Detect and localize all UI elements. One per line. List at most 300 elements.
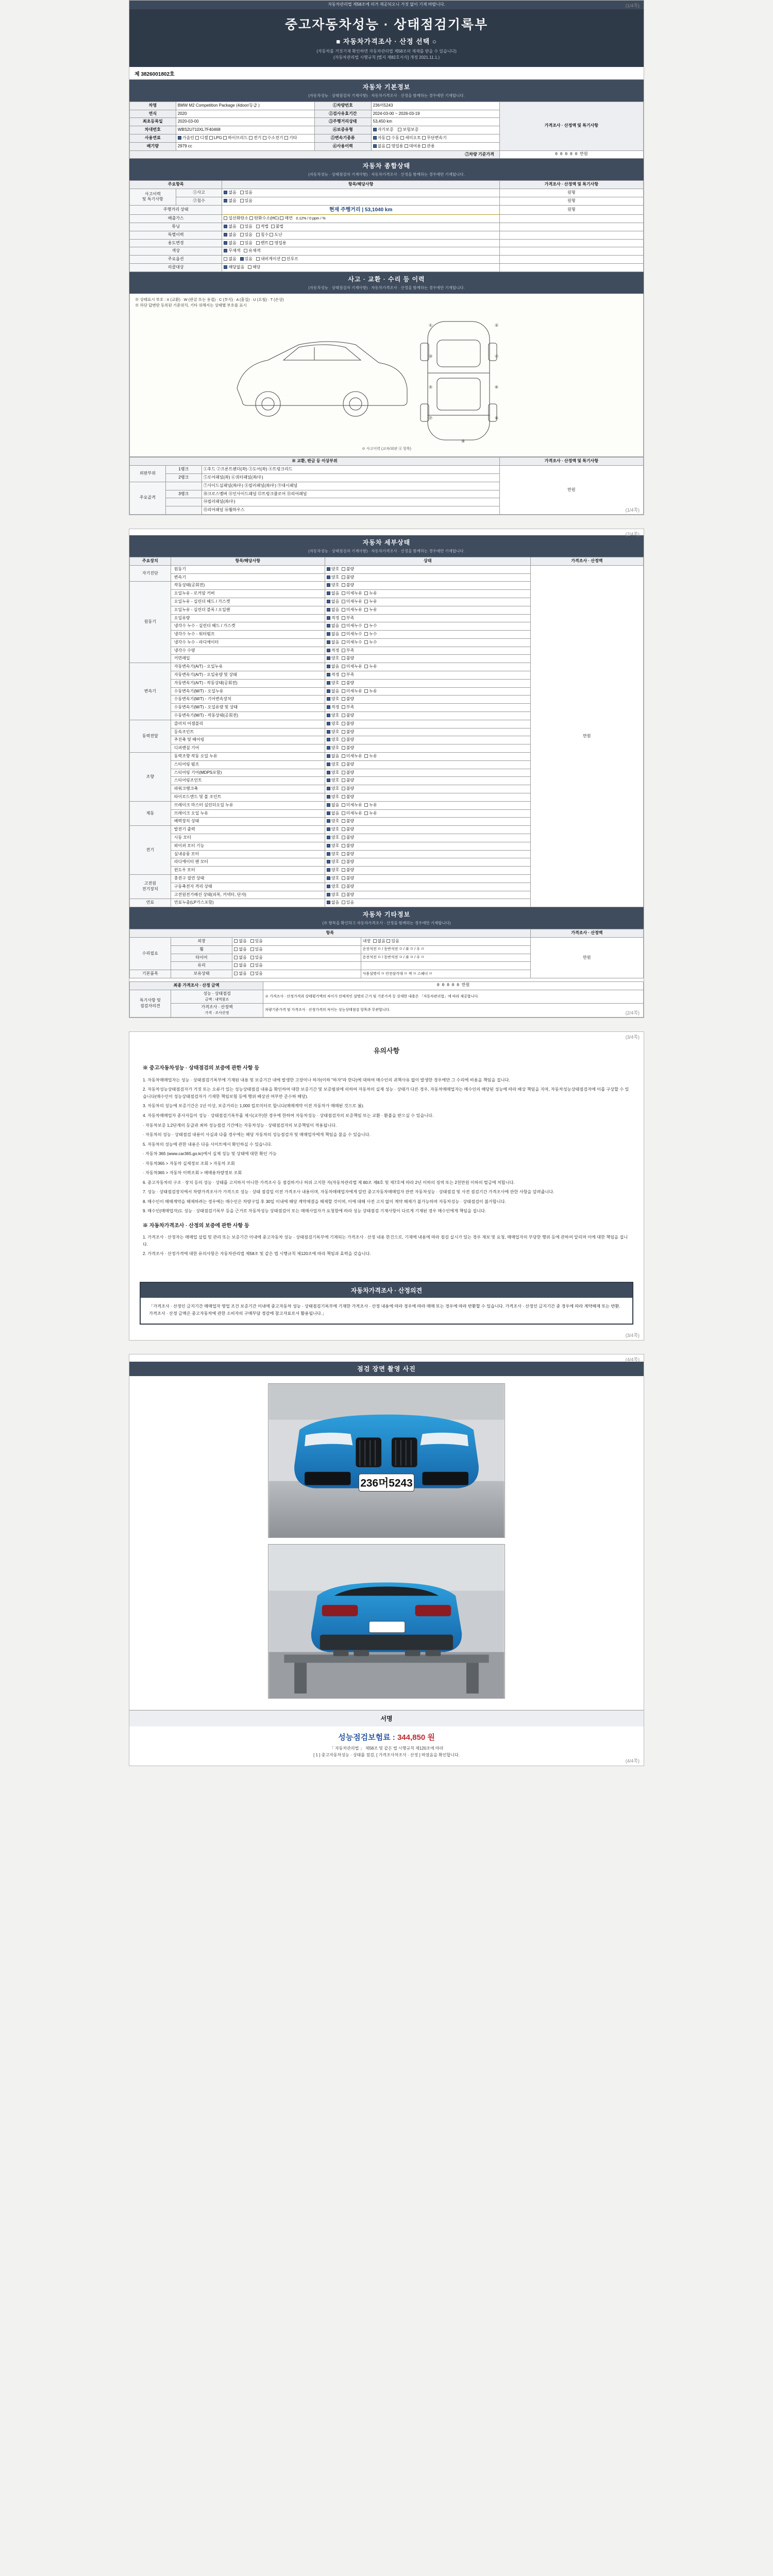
other-item-glass: 유리	[171, 962, 232, 970]
fuel-option-etc[interactable]: 기타	[284, 135, 297, 140]
detail-option-미세누수[interactable]: 미세누수	[342, 632, 362, 636]
detail-option-불량[interactable]: 불량	[342, 737, 354, 742]
accident-diagram-area	[129, 294, 644, 457]
recall-yes[interactable]: 해당	[248, 265, 260, 269]
emission-values: 0.12% / 0 ppm / %	[296, 217, 326, 221]
detail-option-불량[interactable]: 불량	[342, 583, 354, 587]
detail-option-불량[interactable]: 불량	[342, 656, 354, 660]
detail-item-label: 오일누유 - 로커암 커버	[171, 590, 325, 598]
document-number: 제 3826001802호	[129, 67, 644, 80]
accident-rank-text-0: ①후드 ②프론트펜더(좌) ③도어(좌) ④트렁크리드	[201, 466, 499, 474]
detail-item-label: 냉각수 누수 - 라디에이터	[171, 638, 325, 647]
overall-right-7	[499, 247, 643, 256]
accident-outer-title: 외판부위	[130, 466, 166, 482]
price-left-label	[171, 990, 263, 1004]
detail-option-양호[interactable]: 양호	[327, 876, 339, 880]
detail-item-label: 시동 모터	[171, 834, 325, 842]
document-note-1: (자동차를 거짓기재 확인하면 자동차관리법 제58조의 제재를 받을 수 있습니다)	[316, 48, 457, 54]
detail-option-양호[interactable]: 양호	[327, 697, 339, 701]
detail-option-양호[interactable]: 양호	[327, 778, 339, 783]
trans-option-auto[interactable]: 자동	[373, 135, 385, 140]
accident-rank-4	[165, 498, 201, 506]
detail-option-불량[interactable]: 불량	[342, 713, 354, 718]
detail-option-불량[interactable]: 불량	[342, 730, 354, 734]
warranty-option-self[interactable]: 자가보증	[373, 127, 394, 132]
basic-label2-2: ③주행거리상태	[314, 118, 371, 126]
page-number-bottom-1: (1/4쪽)	[625, 507, 640, 513]
detail-option-불량[interactable]: 불량	[342, 859, 354, 864]
detail-option-불량[interactable]: 불량	[342, 852, 354, 856]
detail-option-미세누유[interactable]: 미세누유	[342, 689, 362, 693]
detail-option-누유[interactable]: 누유	[364, 599, 377, 604]
detail-option-양호[interactable]: 양호	[327, 843, 339, 848]
color-chromatic[interactable]: 유채색	[244, 248, 260, 253]
detail-option-누유[interactable]: 누유	[364, 811, 377, 816]
page-number-bottom-2: (2/4쪽)	[625, 1010, 640, 1015]
detail-option-양호[interactable]: 양호	[327, 827, 339, 832]
trans-option-semiauto[interactable]: 세미오토	[400, 135, 421, 140]
page-4	[129, 1354, 644, 1767]
tuning-yes[interactable]: 있음	[240, 224, 253, 229]
detail-option-적정[interactable]: 적정	[327, 648, 339, 653]
detail-item-options	[325, 760, 530, 769]
detail-option-양호[interactable]: 양호	[327, 859, 339, 864]
basic-value2-5	[371, 142, 499, 150]
overall-label-emission: 배출가스	[130, 215, 222, 223]
accident-right-value: 만원	[499, 466, 643, 515]
detail-option-누유[interactable]: 누유	[364, 664, 377, 669]
usechange-yes[interactable]: 있음	[240, 241, 253, 245]
detail-item-options	[325, 777, 530, 785]
detail-option-양호[interactable]: 양호	[327, 575, 339, 580]
mainopt-navi[interactable]: 내비게이션	[256, 257, 281, 261]
usage-option-none[interactable]: 없음	[373, 144, 385, 148]
detail-option-불량[interactable]: 불량	[342, 575, 354, 580]
detail-head-1: 주요장치	[130, 557, 171, 565]
detail-item-label: 커먼레일	[171, 655, 325, 663]
detail-item-options	[325, 606, 530, 614]
page-3	[129, 1031, 644, 1341]
basic-value2-3	[371, 126, 499, 134]
recall-na[interactable]: 해당없음	[224, 265, 244, 269]
detail-option-누유[interactable]: 누유	[364, 689, 377, 693]
detail-option-양호[interactable]: 양호	[327, 884, 339, 889]
detail-option-양호[interactable]: 양호	[327, 794, 339, 799]
detail-option-없음[interactable]: 없음	[327, 632, 339, 636]
accident-rank-0: 1랭크	[165, 466, 201, 474]
other-item-tire: 타이어	[171, 954, 232, 962]
tire-yes[interactable]: 있음	[250, 955, 263, 960]
accident-rank-3: 3랭크	[165, 490, 201, 498]
section-accident-header	[129, 272, 644, 294]
basic-label2-0: ①차량번호	[314, 101, 371, 110]
detail-item-label: 냉각수 누수 - 워터펌프	[171, 631, 325, 639]
svg-text:②: ②	[495, 323, 499, 328]
detail-option-누수[interactable]: 누수	[364, 640, 377, 645]
accident-parts-table	[129, 457, 644, 515]
section-basic-info-subtitle: (자동차성능 · 상태점검자 기재사항) · 자동차가격조사 · 산정을 함께하는 경우에만 기재합니다.	[308, 93, 465, 98]
fuel-option-electric[interactable]: 전기	[249, 135, 261, 140]
page-number-2: (2/4쪽)	[625, 531, 640, 537]
detail-item-options	[325, 598, 530, 606]
overall-right-8	[499, 256, 643, 264]
final-price-amount: 0 0 0 0 0 만원	[263, 981, 644, 990]
front-plate-text: 236머5243	[360, 1477, 413, 1489]
detail-option-불량[interactable]: 불량	[342, 770, 354, 775]
notice-item-16: 2. 가격조사 · 산정가격에 대한 유의사항은 자동차관리법 제58조 및 같은 법 시행규칙 제120조에 따라 책임과 효력을 갖습니다.	[143, 1251, 371, 1257]
overall-options-1	[222, 197, 499, 205]
flood-none[interactable]: 없음	[224, 198, 236, 203]
basicitem-yes[interactable]: 있음	[250, 971, 263, 976]
overall-label-tuning: 튜닝	[130, 223, 222, 231]
detail-item-label: 수동변속기(M/T) - 작동상태(공회전)	[171, 712, 325, 720]
fuel-option-diesel[interactable]: 디젤	[195, 135, 208, 140]
detail-option-불량[interactable]: 불량	[342, 567, 354, 571]
other-head-3: 가격조사 · 산정액	[530, 929, 643, 938]
detail-option-불량[interactable]: 불량	[342, 868, 354, 872]
tuning-illegal[interactable]: 불법	[271, 224, 283, 229]
detail-item-options	[325, 793, 530, 802]
accident-yes[interactable]: 있음	[240, 190, 253, 195]
section-other-title: 자동차 기타정보	[362, 911, 411, 919]
accident-right-header: 가격조사 · 산정액 및 특기사항	[499, 457, 643, 466]
basic-label2-4: ⑤변속기종류	[314, 134, 371, 142]
detail-option-양호[interactable]: 양호	[327, 770, 339, 775]
detail-item-label: 수동변속기(M/T) - 오일누유	[171, 687, 325, 696]
detail-item-options	[325, 647, 530, 655]
color-achromatic[interactable]: 무채색	[224, 248, 240, 253]
detail-option-불량[interactable]: 불량	[342, 876, 354, 880]
notice-heading-1: ※ 중고자동차성능 · 상태점검의 보증에 관한 사항 등	[143, 1065, 259, 1072]
vehicle-front-photo	[268, 1383, 505, 1538]
overall-options-0	[222, 189, 499, 197]
usechange-none[interactable]: 없음	[224, 241, 236, 245]
other-item-wheel: 휠	[171, 945, 232, 954]
detail-option-없음[interactable]: 없음	[327, 754, 339, 758]
detail-head-2: 항목/해당사항	[171, 557, 325, 565]
accident-rank-1: 2랭크	[165, 473, 201, 482]
basic-value-1: 2020	[176, 110, 314, 118]
detail-option-양호[interactable]: 양호	[327, 567, 339, 571]
detail-option-적정[interactable]: 적정	[327, 705, 339, 709]
detail-option-부족[interactable]: 부족	[342, 672, 354, 677]
detail-option-부족[interactable]: 부족	[342, 705, 354, 709]
accident-rank-text-4: ⑭필러패널(좌/우)	[201, 498, 499, 506]
detail-option-불량[interactable]: 불량	[342, 721, 354, 726]
detail-option-양호[interactable]: 양호	[327, 713, 339, 718]
overall-right-3	[499, 215, 643, 223]
detail-item-label: 클러치 어셈블리	[171, 720, 325, 728]
detail-item-label: 스티어링 기어(MDPS포함)	[171, 769, 325, 777]
mainopt-sunroof[interactable]: 선루프	[282, 257, 298, 261]
usage-option-business[interactable]: 영업용	[386, 144, 403, 148]
wheel-none[interactable]: 없음	[234, 947, 246, 952]
detail-item-label: 연료누출(LP가스포함)	[171, 899, 325, 907]
detail-option-부족[interactable]: 부족	[342, 616, 354, 620]
detail-group-7: 고전원 전기장치	[130, 875, 171, 899]
basic-label-5: 배기량	[130, 142, 176, 150]
fuel-option-lpg[interactable]: LPG	[209, 135, 222, 140]
detail-item-options	[325, 679, 530, 687]
section-accident-title: 사고 · 교환 · 수리 등 이력	[348, 275, 425, 283]
detail-item-options	[325, 801, 530, 809]
usechange-rental[interactable]: 렌트	[256, 241, 268, 245]
notice-item-3: 3. 자동차의 성능에 보증기간은 1년 이상, 보증거리는 1,000 킬로미터로 합니다(매매계약 이전 자동차가 매매된 것으로 봄).	[143, 1104, 364, 1109]
tuning-legal[interactable]: 적법	[256, 224, 268, 229]
detail-option-불량[interactable]: 불량	[342, 819, 354, 823]
price-left-label-text: 성능 · 상태점검	[203, 991, 231, 996]
document-header	[129, 9, 644, 67]
vehicle-base-price-label: ⑦차량 기준가격	[130, 150, 500, 159]
detail-option-양호[interactable]: 양호	[327, 721, 339, 726]
detail-option-양호[interactable]: 양호	[327, 762, 339, 767]
notice-body	[129, 1032, 644, 1274]
trans-option-manual[interactable]: 수동	[386, 135, 399, 140]
other-head-1: 항목	[130, 929, 531, 938]
detail-option-없음[interactable]: 없음	[327, 803, 339, 807]
exterior-none[interactable]: 없음	[234, 939, 246, 943]
other-item2-glass	[361, 962, 530, 970]
detail-group-2: 변속기	[130, 663, 171, 720]
detail-option-없음[interactable]: 없음	[327, 811, 339, 816]
svg-text:⑧: ⑧	[495, 416, 499, 421]
detail-option-양호[interactable]: 양호	[327, 835, 339, 840]
detail-item-options	[325, 736, 530, 744]
overall-right-1: 원형	[499, 197, 643, 205]
detail-item-label: 동력조향 작동 오일 누유	[171, 753, 325, 761]
accident-diagram-note: ※ 사고이력 (교차/외판 ④ 항목)	[361, 447, 411, 451]
tire-none[interactable]: 없음	[234, 955, 246, 960]
svg-text:⑤: ⑤	[429, 385, 433, 390]
glass-none[interactable]: 없음	[234, 963, 246, 968]
footer-note-line1: 「 자동차관리법 」 제58조 및 같은 법 시행규칙 제120조에 따라	[329, 1745, 444, 1751]
usechange-business[interactable]: 영업용	[270, 241, 286, 245]
page-number: (1/4쪽)	[625, 3, 640, 8]
detail-option-미세누유[interactable]: 미세누유	[342, 607, 362, 612]
detail-option-누유[interactable]: 누유	[364, 803, 377, 807]
detail-option-누수[interactable]: 누수	[364, 623, 377, 628]
detail-item-label: 고전원전기배선 상태(피복, 커넥터, 단자)	[171, 891, 325, 899]
vehicle-base-price-value: 0 0 0 0 0 만원	[499, 150, 643, 159]
detail-option-불량[interactable]: 불량	[342, 762, 354, 767]
car-diagram-svg	[227, 311, 546, 445]
accident-rank-text-3: ⑩크로스멤버 ⑪인사이드패널 ⑫트렁크플로어 ⑬리어패널	[201, 490, 499, 498]
detail-option-미세누유[interactable]: 미세누유	[342, 754, 362, 758]
detail-option-누유[interactable]: 누유	[364, 591, 377, 596]
accident-rank-text-1: ⑤로어패널(좌) ⑥쿼터패널(좌/우)	[201, 473, 499, 482]
detail-option-미세누유[interactable]: 미세누유	[342, 591, 362, 596]
basic-label2-5: ⑥사용이력	[314, 142, 371, 150]
interior-none[interactable]: 없음	[373, 939, 385, 943]
detail-item-options	[325, 826, 530, 834]
detail-option-미세누수[interactable]: 미세누수	[342, 640, 362, 645]
detail-option-불량[interactable]: 불량	[342, 794, 354, 799]
mileage-highlight: 현재 주행거리 | 53,1040 km	[222, 205, 499, 215]
photo-gallery	[129, 1376, 644, 1710]
section-accident-subtitle: (자동차성능 · 상태점검자 기재사항) · 자동차가격조사 · 산정을 함께하는 경우에만 기재합니다.	[308, 285, 465, 290]
warranty-option-insurance[interactable]: 보험보증	[398, 127, 418, 132]
detail-option-누유[interactable]: 누유	[364, 607, 377, 612]
detail-option-없음[interactable]: 없음	[327, 599, 339, 604]
detail-option-없음[interactable]: 없음	[327, 623, 339, 628]
overall-options-4	[222, 223, 499, 231]
other-label-repair: 수리필요	[130, 937, 171, 970]
notice-item-5: · 자동차보증 1,2단계의 등급과 최하 성능점검 기간에는 자동차성능 · 상태점검자의 보증책임이 적용됩니다.	[143, 1123, 337, 1128]
detail-option-양호[interactable]: 양호	[327, 852, 339, 856]
detail-item-label: 자동변속기(A/T) - 오일누유	[171, 663, 325, 671]
overall-sublabel-1: ②침수	[176, 197, 222, 205]
detail-item-label: 충전구 절연 상태	[171, 875, 325, 883]
glass-yes[interactable]: 있음	[250, 963, 263, 968]
accident-frame-title: 주요골격	[130, 482, 166, 514]
interior-yes[interactable]: 있음	[386, 939, 399, 943]
detail-option-미세누유[interactable]: 미세누유	[342, 803, 362, 807]
overall-head-main: 주요항목	[130, 181, 222, 189]
detail-option-없음[interactable]: 없음	[327, 900, 339, 905]
detail-option-불량[interactable]: 불량	[342, 835, 354, 840]
detail-option-있음[interactable]: 있음	[342, 900, 354, 905]
detail-option-불량[interactable]: 불량	[342, 681, 354, 685]
page-1	[129, 0, 644, 515]
detail-item-options	[325, 883, 530, 891]
detail-option-미세누유[interactable]: 미세누유	[342, 664, 362, 669]
detail-item-options	[325, 614, 530, 622]
detail-item-options	[325, 573, 530, 582]
detail-option-양호[interactable]: 양호	[327, 745, 339, 750]
notice-item-14: 9. 매수인(매매업자)도 성능 · 상태점검기록부 등을 근거로 자동차성능 상태점검이 또는 매매사업자가 요청함에 따라 성능 상태점검 기재사항이 다르게 기재된 경우 매수인에게 책임을 집니다.	[143, 1209, 486, 1214]
detail-option-양호[interactable]: 양호	[327, 892, 339, 897]
detail-item-options	[325, 744, 530, 753]
trans-option-cvt[interactable]: 무단변속기	[422, 135, 447, 140]
special-flood[interactable]: 침수	[256, 232, 268, 237]
inspection-insurance-price	[129, 1726, 644, 1744]
basic-label-4: 사용연료	[130, 134, 176, 142]
detail-option-미세누유[interactable]: 미세누유	[342, 599, 362, 604]
detail-item-options	[325, 590, 530, 598]
wheel-yes[interactable]: 있음	[250, 947, 263, 952]
detail-option-적정[interactable]: 적정	[327, 616, 339, 620]
fuel-option-hydrogen[interactable]: 수소전기	[263, 135, 283, 140]
special-theft[interactable]: 도난	[270, 232, 282, 237]
detail-item-label: 변속기	[171, 573, 325, 582]
detail-group-5: 제동	[130, 801, 171, 825]
detail-option-양호[interactable]: 양호	[327, 868, 339, 872]
detail-option-불량[interactable]: 불량	[342, 786, 354, 791]
section-basic-info-title: 자동차 기본정보	[362, 83, 411, 91]
detail-option-불량[interactable]: 불량	[342, 745, 354, 750]
detail-option-미세누수[interactable]: 미세누수	[342, 623, 362, 628]
emission-co[interactable]: 일산화탄소	[224, 216, 248, 221]
overall-label-color: 색상	[130, 247, 222, 256]
other-item2-wheel: 운전석전 ㅁ / 동반석전 ㅁ / 좌 ㅁ / 우 ㅁ	[361, 945, 530, 954]
detail-option-없음[interactable]: 없음	[327, 591, 339, 596]
overall-right-4	[499, 223, 643, 231]
usage-option-government[interactable]: 관용	[422, 144, 434, 148]
emission-hc[interactable]: 탄화수소(HC)	[249, 216, 279, 221]
detail-option-불량[interactable]: 불량	[342, 697, 354, 701]
overall-label-options: 주요옵션	[130, 256, 222, 264]
other-opts-wheel	[232, 945, 361, 954]
other-info-table	[129, 929, 644, 978]
detail-option-없음[interactable]: 없음	[327, 640, 339, 645]
detail-option-양호[interactable]: 양호	[327, 737, 339, 742]
car-diagram	[135, 311, 638, 445]
detail-option-누유[interactable]: 누유	[364, 754, 377, 758]
overall-options-3	[222, 215, 499, 223]
page-number-bottom-4: (4/4쪽)	[625, 1758, 640, 1764]
basic-right-header: 가격조사 · 산정액 및 특기사항	[499, 101, 643, 150]
section-detail-subtitle: (자동차성능 · 상태점검자 기재사항) · 자동차가격조사 · 산정을 함께하는 경우에만 기재합니다.	[308, 548, 465, 553]
overall-head-right: 가격조사 · 산정액 및 특기사항	[499, 181, 643, 189]
detail-option-양호[interactable]: 양호	[327, 681, 339, 685]
overall-right-5	[499, 231, 643, 239]
detail-option-누수[interactable]: 누수	[364, 632, 377, 636]
detail-option-양호[interactable]: 양호	[327, 656, 339, 660]
detail-option-불량[interactable]: 불량	[342, 827, 354, 832]
detail-option-양호[interactable]: 양호	[327, 730, 339, 734]
accident-none[interactable]: 없음	[224, 190, 236, 195]
special-none[interactable]: 없음	[224, 232, 236, 237]
mainopt-yes[interactable]: 있음	[240, 257, 253, 261]
detail-option-없음[interactable]: 없음	[327, 689, 339, 693]
page-number-bottom-3: (3/4쪽)	[625, 1332, 640, 1338]
document-subtitle: ■ 자동차가격조사 · 산정 선택 ○	[336, 37, 437, 45]
detail-item-label: 자동변속기(A/T) - 작동상태(공회전)	[171, 679, 325, 687]
detail-option-적정[interactable]: 적정	[327, 672, 339, 677]
basicitem-none[interactable]: 없음	[234, 971, 246, 976]
detail-item-label: 수동변속기(M/T) - 기어변속장치	[171, 696, 325, 704]
detail-item-options	[325, 899, 530, 907]
top-notice: 자동차관리법 제58조에 의거 제공되오니 거짓 없이 기재 바랍니다.	[129, 1, 644, 9]
notice-item-11: 6. 중고자동차의 구조 · 장치 등의 성능 · 상태를 고지하지 아니한 가격조사 등 점검하거나 허위 고지한 자(자동차관리법 제 80조 제8호 및 제7호에 따라 2년 이하의 징역 또는 2천만원 이하의 벌금에 처합니다.	[143, 1180, 515, 1185]
section-overall-subtitle: (자동차성능 · 상태점검자 기재사항) · 자동차가격조사 · 산정을 함께하는 경우에만 기재합니다.	[308, 172, 465, 177]
section-other-header	[129, 907, 644, 929]
fuel-option-hybrid[interactable]: 하이브리드	[223, 135, 248, 140]
special-yes[interactable]: 있음	[240, 232, 253, 237]
detail-option-양호[interactable]: 양호	[327, 786, 339, 791]
section-overall-header	[129, 159, 644, 180]
overall-head-detail: 항목/해당사항	[222, 181, 499, 189]
emission-smoke[interactable]: 매연	[280, 216, 292, 221]
detail-item-label: 배력장치 상태	[171, 818, 325, 826]
detail-option-미세누유[interactable]: 미세누유	[342, 811, 362, 816]
detail-item-options	[325, 728, 530, 736]
notice-item-10: · 자동차365 > 자동차 이력조회 > 매매용차량정보 조회	[143, 1171, 242, 1176]
detail-item-label: 등속조인트	[171, 728, 325, 736]
fuel-option-gasoline[interactable]: 가솔린	[178, 135, 194, 140]
overall-label-special: 특별이력	[130, 231, 222, 239]
detail-option-양호[interactable]: 양호	[327, 819, 339, 823]
overall-right-2: 원형	[499, 205, 643, 215]
exterior-yes[interactable]: 있음	[250, 939, 263, 943]
usage-option-rental[interactable]: 대여용	[405, 144, 421, 148]
detail-option-불량[interactable]: 불량	[342, 892, 354, 897]
detail-item-options	[325, 582, 530, 590]
tuning-none[interactable]: 없음	[224, 224, 236, 229]
detail-option-없음[interactable]: 없음	[327, 607, 339, 612]
detail-option-불량[interactable]: 불량	[342, 884, 354, 889]
detail-option-불량[interactable]: 불량	[342, 778, 354, 783]
flood-yes[interactable]: 있음	[240, 198, 253, 203]
detail-option-부족[interactable]: 부족	[342, 648, 354, 653]
detail-option-불량[interactable]: 불량	[342, 843, 354, 848]
detail-option-양호[interactable]: 양호	[327, 583, 339, 587]
detail-option-없음[interactable]: 없음	[327, 664, 339, 669]
detail-item-label: 냉각수 수량	[171, 647, 325, 655]
mainopt-none[interactable]: 없음	[224, 257, 236, 261]
detail-item-label: 냉각수 누수 - 실린더 헤드 / 가스켓	[171, 622, 325, 631]
detail-table-body	[130, 565, 644, 907]
